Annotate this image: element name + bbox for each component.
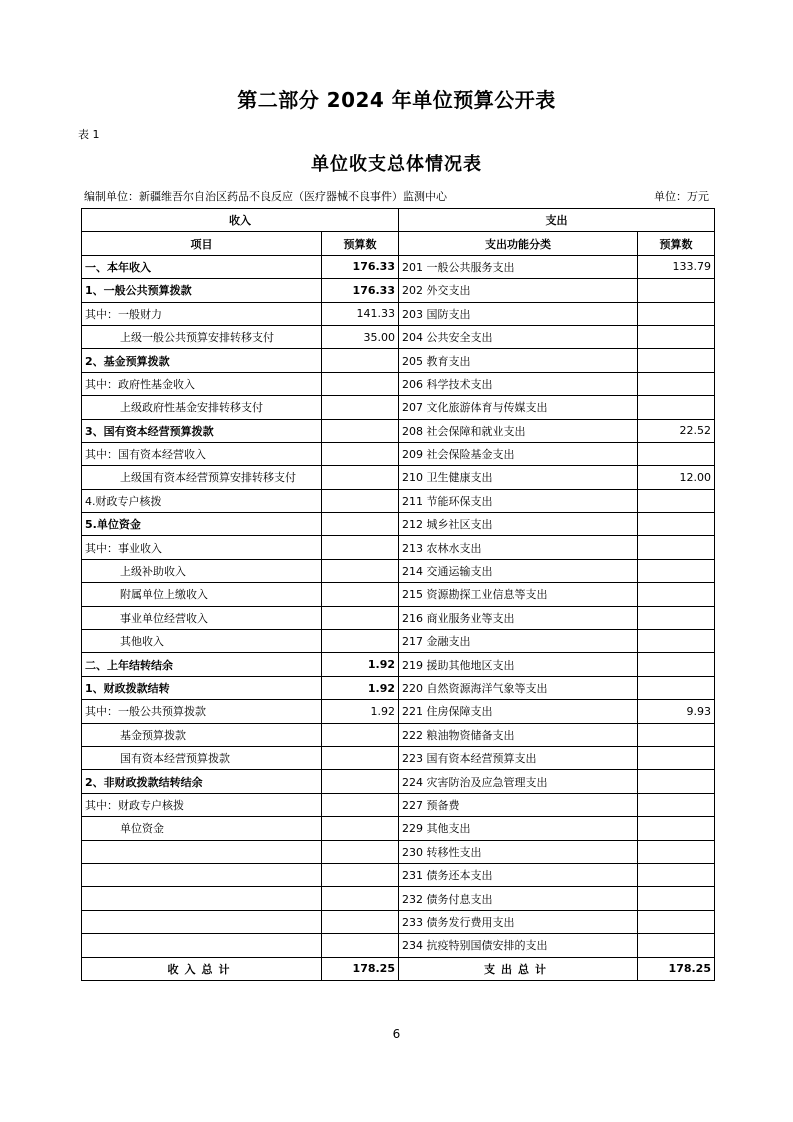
income-item-cell: 国有资本经营预算拨款	[82, 746, 322, 769]
table-row	[82, 396, 715, 419]
expense-item-cell: 229 其他支出	[399, 817, 638, 840]
income-value-cell: 35.00	[322, 325, 399, 348]
income-value-cell: 141.33	[322, 302, 399, 325]
expense-item-cell: 216 商业服务业等支出	[399, 606, 638, 629]
income-value-cell	[322, 793, 399, 816]
income-item-cell: 二、上年结转结余	[82, 653, 322, 676]
expense-item-cell: 212 城乡社区支出	[399, 513, 638, 536]
income-value-cell	[322, 817, 399, 840]
expense-header: 支出	[399, 209, 715, 232]
income-value-cell	[322, 466, 399, 489]
income-value-cell: 176.33	[322, 255, 399, 278]
expense-value-cell	[638, 513, 715, 536]
expense-item-cell: 210 卫生健康支出	[399, 466, 638, 489]
expense-value-cell	[638, 442, 715, 465]
organization-label: 编制单位：新疆维吾尔自治区药品不良反应（医疗器械不良事件）监测中心	[84, 190, 447, 203]
expense-value-cell	[638, 863, 715, 886]
expense-value-cell: 9.93	[638, 700, 715, 723]
expense-value-cell	[638, 325, 715, 348]
expense-value-cell: 12.00	[638, 466, 715, 489]
table-row	[82, 910, 715, 933]
expense-item-cell: 202 外交支出	[399, 279, 638, 302]
income-value-cell	[322, 442, 399, 465]
income-item-cell: 其中：事业收入	[82, 536, 322, 559]
table-row	[82, 840, 715, 863]
expense-value-cell	[638, 559, 715, 582]
income-item-cell: 1、财政拨款结转	[82, 676, 322, 699]
income-item-cell: 2、基金预算拨款	[82, 349, 322, 372]
income-item-cell: 5.单位资金	[82, 513, 322, 536]
expense-value-cell	[638, 723, 715, 746]
income-value-cell: 1.92	[322, 700, 399, 723]
expense-value-cell	[638, 770, 715, 793]
table-row	[82, 863, 715, 886]
income-item-cell: 附属单位上缴收入	[82, 583, 322, 606]
income-value-cell	[322, 559, 399, 582]
income-item-cell	[82, 887, 322, 910]
income-value-cell	[322, 419, 399, 442]
income-value-cell: 1.92	[322, 653, 399, 676]
expense-value-cell	[638, 372, 715, 395]
table-row	[82, 583, 715, 606]
income-item-cell: 一、本年收入	[82, 255, 322, 278]
table-row	[82, 676, 715, 699]
income-item-cell: 其中：国有资本经营收入	[82, 442, 322, 465]
expense-item-cell: 232 债务付息支出	[399, 887, 638, 910]
income-value-cell	[322, 489, 399, 512]
expense-item-cell: 213 农林水支出	[399, 536, 638, 559]
expense-total-label: 支出总计	[399, 957, 638, 980]
expense-budget-column-header: 预算数	[638, 232, 715, 255]
income-item-cell	[82, 934, 322, 957]
sheet-title: 单位收支总体情况表	[311, 154, 482, 175]
table-number: 表 1	[78, 128, 100, 141]
expense-value-cell	[638, 793, 715, 816]
expense-value-cell	[638, 653, 715, 676]
income-value-cell	[322, 887, 399, 910]
expense-value-cell	[638, 396, 715, 419]
table-row	[82, 770, 715, 793]
unit-line	[84, 188, 709, 204]
table-row	[82, 817, 715, 840]
table-row	[82, 630, 715, 653]
table-row	[82, 513, 715, 536]
expense-value-cell	[638, 746, 715, 769]
expense-value-cell	[638, 606, 715, 629]
income-item-cell	[82, 910, 322, 933]
expense-item-cell: 230 转移性支出	[399, 840, 638, 863]
income-header: 收入	[82, 209, 399, 232]
expense-item-cell: 201 一般公共服务支出	[399, 255, 638, 278]
expense-value-cell	[638, 840, 715, 863]
income-value-cell	[322, 746, 399, 769]
income-value-cell	[322, 910, 399, 933]
expense-item-cell: 234 抗疫特别国债安排的支出	[399, 934, 638, 957]
table-row	[82, 442, 715, 465]
table-row	[82, 793, 715, 816]
income-value-cell	[322, 770, 399, 793]
income-value-cell	[322, 723, 399, 746]
table-row	[82, 559, 715, 582]
expense-total-value: 178.25	[638, 957, 715, 980]
table-row	[82, 279, 715, 302]
table-row	[82, 606, 715, 629]
table-row	[82, 700, 715, 723]
expense-item-cell: 224 灾害防治及应急管理支出	[399, 770, 638, 793]
expense-value-cell	[638, 302, 715, 325]
table-row	[82, 255, 715, 278]
header-row-columns	[82, 232, 715, 255]
income-item-cell	[82, 863, 322, 886]
budget-summary-table	[81, 208, 715, 981]
expense-value-cell	[638, 279, 715, 302]
expense-item-cell: 233 债务发行费用支出	[399, 910, 638, 933]
income-value-cell: 176.33	[322, 279, 399, 302]
expense-value-cell	[638, 676, 715, 699]
expense-item-cell: 211 节能环保支出	[399, 489, 638, 512]
currency-unit-label: 单位：万元	[654, 190, 709, 203]
income-value-cell	[322, 606, 399, 629]
expense-item-cell: 205 教育支出	[399, 349, 638, 372]
part-title: 第二部分 2024 年单位预算公开表	[237, 88, 556, 112]
expense-item-cell: 221 住房保障支出	[399, 700, 638, 723]
income-value-cell	[322, 934, 399, 957]
table-row	[82, 934, 715, 957]
income-item-cell: 上级补助收入	[82, 559, 322, 582]
page-number: 6	[392, 1027, 401, 1041]
income-item-cell: 其中：一般公共预算拨款	[82, 700, 322, 723]
income-value-cell	[322, 396, 399, 419]
expense-item-cell: 222 粮油物资储备支出	[399, 723, 638, 746]
income-item-cell: 其中：财政专户核拨	[82, 793, 322, 816]
table-row	[82, 302, 715, 325]
income-value-cell	[322, 630, 399, 653]
item-column-header: 项目	[82, 232, 322, 255]
income-item-cell: 其中：一般财力	[82, 302, 322, 325]
income-item-cell: 事业单位经营收入	[82, 606, 322, 629]
income-item-cell: 1、一般公共预算拨款	[82, 279, 322, 302]
expense-value-cell	[638, 630, 715, 653]
expense-item-cell: 219 援助其他地区支出	[399, 653, 638, 676]
income-value-cell	[322, 863, 399, 886]
expense-value-cell	[638, 536, 715, 559]
table-row	[82, 325, 715, 348]
income-total-value: 178.25	[322, 957, 399, 980]
expense-value-cell	[638, 910, 715, 933]
income-item-cell: 其中：政府性基金收入	[82, 372, 322, 395]
expense-value-cell	[638, 934, 715, 957]
income-item-cell: 3、国有资本经营预算拨款	[82, 419, 322, 442]
income-value-cell	[322, 536, 399, 559]
income-value-cell	[322, 372, 399, 395]
income-value-cell	[322, 840, 399, 863]
expense-item-cell: 203 国防支出	[399, 302, 638, 325]
expense-item-cell: 206 科学技术支出	[399, 372, 638, 395]
expense-item-cell: 215 资源勘探工业信息等支出	[399, 583, 638, 606]
income-budget-column-header: 预算数	[322, 232, 399, 255]
table-row	[82, 372, 715, 395]
income-item-cell: 上级一般公共预算安排转移支付	[82, 325, 322, 348]
expense-value-cell: 22.52	[638, 419, 715, 442]
expense-value-cell	[638, 583, 715, 606]
expense-item-cell: 227 预备费	[399, 793, 638, 816]
expense-item-cell: 214 交通运输支出	[399, 559, 638, 582]
income-item-cell: 2、非财政拨款结转结余	[82, 770, 322, 793]
expense-item-cell: 231 债务还本支出	[399, 863, 638, 886]
expense-item-cell: 207 文化旅游体育与传媒支出	[399, 396, 638, 419]
expense-value-cell	[638, 349, 715, 372]
income-item-cell: 基金预算拨款	[82, 723, 322, 746]
expense-value-cell: 133.79	[638, 255, 715, 278]
function-class-column-header: 支出功能分类	[399, 232, 638, 255]
expense-value-cell	[638, 887, 715, 910]
expense-item-cell: 223 国有资本经营预算支出	[399, 746, 638, 769]
table-row	[82, 349, 715, 372]
income-value-cell	[322, 513, 399, 536]
table-row	[82, 419, 715, 442]
expense-value-cell	[638, 489, 715, 512]
income-item-cell: 其他收入	[82, 630, 322, 653]
expense-item-cell: 209 社会保险基金支出	[399, 442, 638, 465]
table-row	[82, 653, 715, 676]
income-item-cell: 上级政府性基金安排转移支付	[82, 396, 322, 419]
income-item-cell: 上级国有资本经营预算安排转移支付	[82, 466, 322, 489]
income-total-label: 收入总计	[82, 957, 322, 980]
income-value-cell	[322, 349, 399, 372]
expense-value-cell	[638, 817, 715, 840]
table-row	[82, 723, 715, 746]
table-row	[82, 536, 715, 559]
expense-item-cell: 220 自然资源海洋气象等支出	[399, 676, 638, 699]
income-value-cell: 1.92	[322, 676, 399, 699]
income-item-cell: 单位资金	[82, 817, 322, 840]
table-row	[82, 746, 715, 769]
table-row	[82, 466, 715, 489]
income-value-cell	[322, 583, 399, 606]
expense-item-cell: 208 社会保障和就业支出	[399, 419, 638, 442]
table-row	[82, 489, 715, 512]
totals-row	[82, 957, 715, 980]
expense-item-cell: 217 金融支出	[399, 630, 638, 653]
income-item-cell	[82, 840, 322, 863]
income-item-cell: 4.财政专户核拨	[82, 489, 322, 512]
header-row-sections	[82, 209, 715, 232]
expense-item-cell: 204 公共安全支出	[399, 325, 638, 348]
table-row	[82, 887, 715, 910]
